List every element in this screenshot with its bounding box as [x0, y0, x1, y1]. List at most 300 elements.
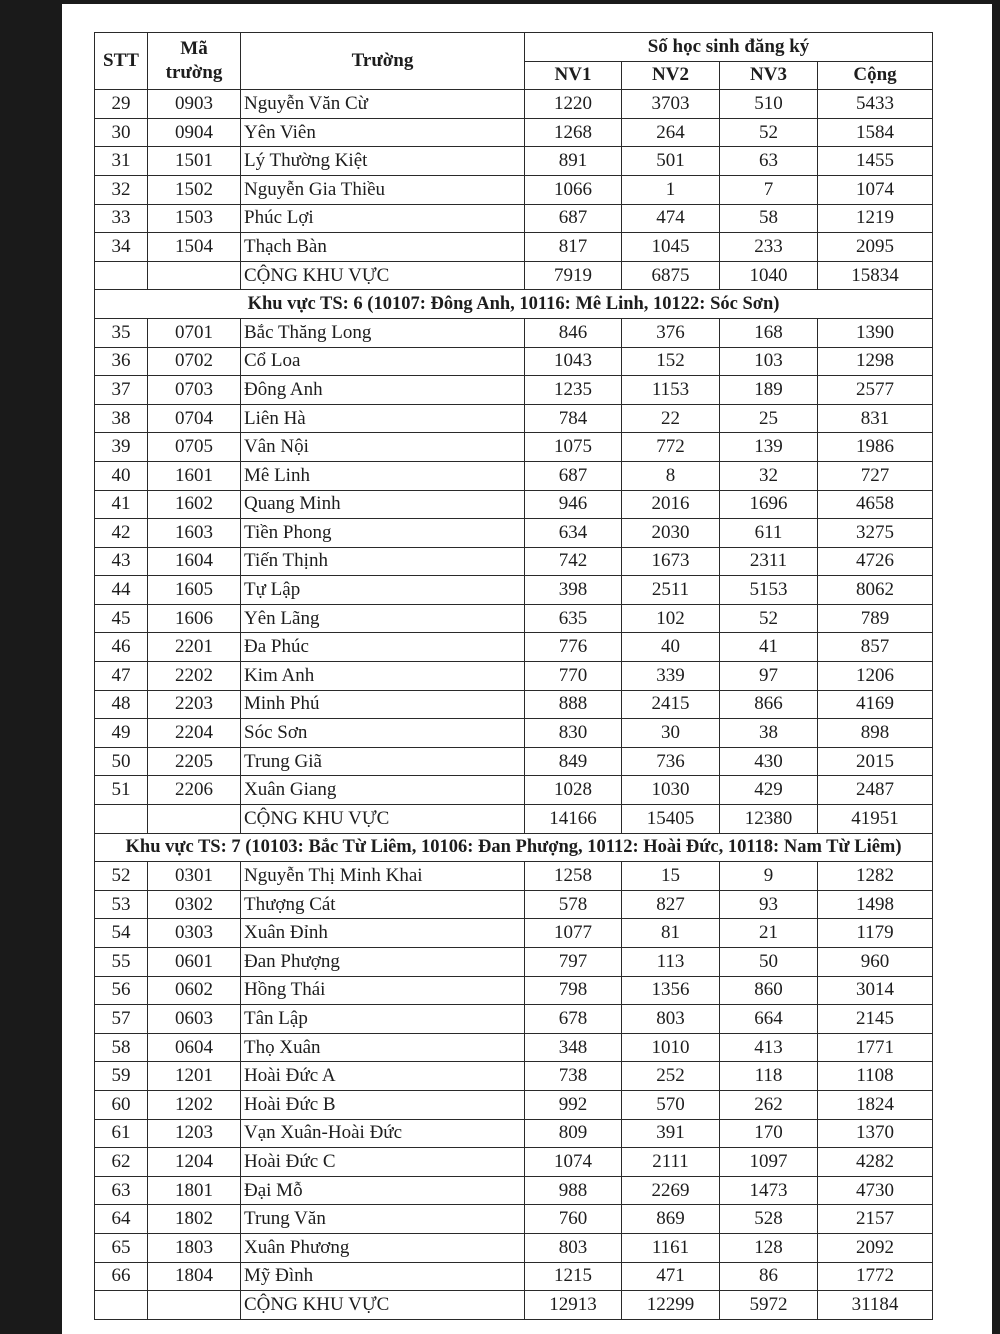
- cell-nv2: 474: [622, 204, 720, 233]
- cell-truong: Mê Linh: [241, 461, 525, 490]
- total-cell-truong: CỘNG KHU VỰC: [241, 1291, 525, 1320]
- cell-truong: Hoài Đức C: [241, 1148, 525, 1177]
- cell-truong: Tiền Phong: [241, 519, 525, 548]
- cell-ma-truong: 2203: [148, 690, 241, 719]
- cell-nv3: 168: [720, 318, 818, 347]
- cell-truong: Xuân Giang: [241, 776, 525, 805]
- cell-nv1: 992: [525, 1090, 622, 1119]
- cell-stt: 51: [95, 776, 148, 805]
- cell-nv1: 1074: [525, 1148, 622, 1177]
- cell-stt: 37: [95, 376, 148, 405]
- cell-ma-truong: 1604: [148, 547, 241, 576]
- cell-ma-truong: 2201: [148, 633, 241, 662]
- cell-cong: 1074: [818, 175, 933, 204]
- cell-cong: 5433: [818, 90, 933, 119]
- cell-cong: 727: [818, 461, 933, 490]
- table-row: [95, 404, 933, 433]
- total-cell-cong: 31184: [818, 1291, 933, 1320]
- cell-ma-truong: 1504: [148, 233, 241, 262]
- cell-stt: 52: [95, 862, 148, 891]
- total-row: [95, 805, 933, 834]
- table-row: [95, 1005, 933, 1034]
- cell-nv1: 770: [525, 662, 622, 691]
- cell-nv1: 1077: [525, 919, 622, 948]
- cell-ma-truong: 2202: [148, 662, 241, 691]
- table-row: [95, 576, 933, 605]
- table-row: [95, 547, 933, 576]
- table-row: [95, 1033, 933, 1062]
- cell-stt: 40: [95, 461, 148, 490]
- cell-nv3: 7: [720, 175, 818, 204]
- total-cell-ma-truong: [148, 261, 241, 290]
- cell-truong: Thạch Bàn: [241, 233, 525, 262]
- cell-cong: 1824: [818, 1090, 933, 1119]
- cell-nv3: 1473: [720, 1176, 818, 1205]
- cell-truong: Liên Hà: [241, 404, 525, 433]
- cell-stt: 43: [95, 547, 148, 576]
- total-cell-ma-truong: [148, 1291, 241, 1320]
- header-stt: STT: [95, 33, 148, 90]
- header-truong: Trường: [241, 33, 525, 90]
- header-nv1: NV1: [525, 61, 622, 90]
- cell-truong: Cổ Loa: [241, 347, 525, 376]
- cell-nv3: 866: [720, 690, 818, 719]
- cell-ma-truong: 1603: [148, 519, 241, 548]
- cell-nv3: 139: [720, 433, 818, 462]
- cell-ma-truong: 0302: [148, 890, 241, 919]
- table-row: [95, 1205, 933, 1234]
- cell-nv3: 103: [720, 347, 818, 376]
- cell-cong: 789: [818, 604, 933, 633]
- cell-nv2: 40: [622, 633, 720, 662]
- cell-nv1: 784: [525, 404, 622, 433]
- cell-cong: 1390: [818, 318, 933, 347]
- cell-nv2: 1161: [622, 1233, 720, 1262]
- cell-ma-truong: 1804: [148, 1262, 241, 1291]
- cell-stt: 32: [95, 175, 148, 204]
- cell-ma-truong: 1605: [148, 576, 241, 605]
- cell-cong: 831: [818, 404, 933, 433]
- table-row: [95, 1233, 933, 1262]
- cell-ma-truong: 0903: [148, 90, 241, 119]
- cell-cong: 4658: [818, 490, 933, 519]
- cell-nv3: 860: [720, 976, 818, 1005]
- cell-nv1: 1028: [525, 776, 622, 805]
- cell-cong: 2092: [818, 1233, 933, 1262]
- table-row: [95, 204, 933, 233]
- cell-nv3: 5153: [720, 576, 818, 605]
- cell-nv3: 86: [720, 1262, 818, 1291]
- table-row: [95, 604, 933, 633]
- cell-truong: Vân Nội: [241, 433, 525, 462]
- table-row: [95, 519, 933, 548]
- cell-truong: Yên Lãng: [241, 604, 525, 633]
- cell-truong: Vạn Xuân-Hoài Đức: [241, 1119, 525, 1148]
- cell-nv3: 128: [720, 1233, 818, 1262]
- cell-stt: 64: [95, 1205, 148, 1234]
- total-cell-nv1: 14166: [525, 805, 622, 834]
- table-row: [95, 147, 933, 176]
- cell-cong: 1455: [818, 147, 933, 176]
- cell-nv3: 32: [720, 461, 818, 490]
- table-row: [95, 776, 933, 805]
- cell-nv1: 803: [525, 1233, 622, 1262]
- cell-nv3: 63: [720, 147, 818, 176]
- section-heading-row: [95, 833, 933, 862]
- table-row: [95, 662, 933, 691]
- cell-nv2: 152: [622, 347, 720, 376]
- cell-ma-truong: 2205: [148, 747, 241, 776]
- cell-stt: 31: [95, 147, 148, 176]
- cell-ma-truong: 1201: [148, 1062, 241, 1091]
- cell-truong: Đại Mỗ: [241, 1176, 525, 1205]
- cell-nv3: 52: [720, 604, 818, 633]
- total-cell-nv1: 12913: [525, 1291, 622, 1320]
- cell-stt: 55: [95, 948, 148, 977]
- cell-truong: Phúc Lợi: [241, 204, 525, 233]
- cell-nv1: 687: [525, 461, 622, 490]
- cell-truong: Sóc Sơn: [241, 719, 525, 748]
- document-page: [62, 4, 992, 1334]
- cell-cong: 1108: [818, 1062, 933, 1091]
- cell-nv1: 1258: [525, 862, 622, 891]
- total-cell-stt: [95, 1291, 148, 1320]
- cell-nv2: 30: [622, 719, 720, 748]
- cell-nv2: 8: [622, 461, 720, 490]
- cell-nv1: 946: [525, 490, 622, 519]
- cell-nv2: 803: [622, 1005, 720, 1034]
- table-row: [95, 118, 933, 147]
- cell-cong: 857: [818, 633, 933, 662]
- registration-table: [94, 32, 933, 1320]
- cell-ma-truong: 0301: [148, 862, 241, 891]
- table-row: [95, 719, 933, 748]
- cell-nv1: 738: [525, 1062, 622, 1091]
- cell-nv2: 1030: [622, 776, 720, 805]
- cell-nv2: 22: [622, 404, 720, 433]
- cell-nv3: 1696: [720, 490, 818, 519]
- table-row: [95, 747, 933, 776]
- cell-truong: Mỹ Đình: [241, 1262, 525, 1291]
- cell-cong: 3014: [818, 976, 933, 1005]
- cell-nv1: 1075: [525, 433, 622, 462]
- cell-nv1: 1066: [525, 175, 622, 204]
- cell-ma-truong: 1203: [148, 1119, 241, 1148]
- cell-nv1: 678: [525, 1005, 622, 1034]
- table-row: [95, 1262, 933, 1291]
- cell-stt: 38: [95, 404, 148, 433]
- cell-nv1: 398: [525, 576, 622, 605]
- cell-ma-truong: 1606: [148, 604, 241, 633]
- header-so-hoc-sinh: Số học sinh đăng ký: [525, 33, 933, 62]
- cell-nv3: 429: [720, 776, 818, 805]
- table-row: [95, 90, 933, 119]
- cell-nv1: 1235: [525, 376, 622, 405]
- total-cell-nv3: 5972: [720, 1291, 818, 1320]
- cell-stt: 63: [95, 1176, 148, 1205]
- cell-nv1: 687: [525, 204, 622, 233]
- cell-nv2: 772: [622, 433, 720, 462]
- cell-truong: Trung Văn: [241, 1205, 525, 1234]
- cell-nv1: 1220: [525, 90, 622, 119]
- cell-nv3: 41: [720, 633, 818, 662]
- cell-nv1: 830: [525, 719, 622, 748]
- cell-cong: 898: [818, 719, 933, 748]
- table-row: [95, 1119, 933, 1148]
- table-row: [95, 376, 933, 405]
- table-row: [95, 233, 933, 262]
- cell-ma-truong: 1802: [148, 1205, 241, 1234]
- cell-ma-truong: 0603: [148, 1005, 241, 1034]
- cell-cong: 4726: [818, 547, 933, 576]
- cell-cong: 2577: [818, 376, 933, 405]
- cell-cong: 1206: [818, 662, 933, 691]
- table-row: [95, 490, 933, 519]
- table-row: [95, 690, 933, 719]
- cell-nv1: 578: [525, 890, 622, 919]
- cell-cong: 1370: [818, 1119, 933, 1148]
- cell-cong: 1986: [818, 433, 933, 462]
- cell-stt: 50: [95, 747, 148, 776]
- cell-nv3: 9: [720, 862, 818, 891]
- total-cell-nv1: 7919: [525, 261, 622, 290]
- table-row: [95, 318, 933, 347]
- cell-nv1: 888: [525, 690, 622, 719]
- cell-nv2: 264: [622, 118, 720, 147]
- cell-stt: 62: [95, 1148, 148, 1177]
- cell-truong: Trung Giã: [241, 747, 525, 776]
- table-row: [95, 633, 933, 662]
- cell-cong: 1219: [818, 204, 933, 233]
- cell-nv1: 776: [525, 633, 622, 662]
- cell-stt: 44: [95, 576, 148, 605]
- table-row: [95, 347, 933, 376]
- cell-stt: 34: [95, 233, 148, 262]
- cell-nv1: 797: [525, 948, 622, 977]
- cell-nv2: 3703: [622, 90, 720, 119]
- cell-nv2: 81: [622, 919, 720, 948]
- cell-stt: 60: [95, 1090, 148, 1119]
- cell-nv3: 262: [720, 1090, 818, 1119]
- cell-nv1: 760: [525, 1205, 622, 1234]
- cell-nv2: 102: [622, 604, 720, 633]
- cell-stt: 65: [95, 1233, 148, 1262]
- total-cell-nv3: 1040: [720, 261, 818, 290]
- cell-nv2: 570: [622, 1090, 720, 1119]
- table-header: [95, 33, 933, 90]
- cell-truong: Tự Lập: [241, 576, 525, 605]
- cell-ma-truong: 0601: [148, 948, 241, 977]
- table-row: [95, 862, 933, 891]
- total-cell-truong: CỘNG KHU VỰC: [241, 805, 525, 834]
- cell-ma-truong: 2206: [148, 776, 241, 805]
- cell-stt: 54: [95, 919, 148, 948]
- cell-stt: 45: [95, 604, 148, 633]
- cell-truong: Đông Anh: [241, 376, 525, 405]
- cell-stt: 57: [95, 1005, 148, 1034]
- cell-stt: 66: [95, 1262, 148, 1291]
- cell-nv3: 58: [720, 204, 818, 233]
- cell-truong: Tân Lập: [241, 1005, 525, 1034]
- cell-nv1: 1043: [525, 347, 622, 376]
- cell-cong: 2095: [818, 233, 933, 262]
- section-title: Khu vực TS: 7 (10103: Bắc Từ Liêm, 10106: Đan Phượng, 10112: Hoài Đức, 10118: Nam Từ Liêm): [95, 833, 933, 862]
- cell-nv2: 2511: [622, 576, 720, 605]
- cell-ma-truong: 0703: [148, 376, 241, 405]
- cell-nv3: 170: [720, 1119, 818, 1148]
- cell-stt: 41: [95, 490, 148, 519]
- table-row: [95, 1148, 933, 1177]
- cell-ma-truong: 1601: [148, 461, 241, 490]
- cell-nv3: 611: [720, 519, 818, 548]
- cell-ma-truong: 2204: [148, 719, 241, 748]
- cell-stt: 29: [95, 90, 148, 119]
- cell-truong: Bắc Thăng Long: [241, 318, 525, 347]
- cell-cong: 4730: [818, 1176, 933, 1205]
- cell-truong: Hồng Thái: [241, 976, 525, 1005]
- table-row: [95, 175, 933, 204]
- cell-truong: Tiến Thịnh: [241, 547, 525, 576]
- cell-nv3: 93: [720, 890, 818, 919]
- section-title: Khu vực TS: 6 (10107: Đông Anh, 10116: Mê Linh, 10122: Sóc Sơn): [95, 290, 933, 319]
- cell-truong: Quang Minh: [241, 490, 525, 519]
- cell-truong: Đa Phúc: [241, 633, 525, 662]
- cell-truong: Thọ Xuân: [241, 1033, 525, 1062]
- cell-nv2: 1673: [622, 547, 720, 576]
- header-nv3: NV3: [720, 61, 818, 90]
- cell-cong: 1772: [818, 1262, 933, 1291]
- cell-stt: 58: [95, 1033, 148, 1062]
- cell-ma-truong: 0604: [148, 1033, 241, 1062]
- table-row: [95, 433, 933, 462]
- cell-nv3: 528: [720, 1205, 818, 1234]
- cell-nv2: 869: [622, 1205, 720, 1234]
- total-cell-truong: CỘNG KHU VỰC: [241, 261, 525, 290]
- cell-nv2: 1153: [622, 376, 720, 405]
- header-nv2: NV2: [622, 61, 720, 90]
- cell-truong: Nguyễn Thị Minh Khai: [241, 862, 525, 891]
- cell-ma-truong: 1803: [148, 1233, 241, 1262]
- cell-cong: 2015: [818, 747, 933, 776]
- cell-nv3: 2311: [720, 547, 818, 576]
- cell-nv2: 252: [622, 1062, 720, 1091]
- cell-nv3: 430: [720, 747, 818, 776]
- cell-ma-truong: 1502: [148, 175, 241, 204]
- cell-cong: 2145: [818, 1005, 933, 1034]
- cell-truong: Minh Phú: [241, 690, 525, 719]
- cell-ma-truong: 1801: [148, 1176, 241, 1205]
- total-cell-nv2: 6875: [622, 261, 720, 290]
- cell-nv1: 1268: [525, 118, 622, 147]
- cell-cong: 1498: [818, 890, 933, 919]
- cell-truong: Yên Viên: [241, 118, 525, 147]
- cell-nv2: 1010: [622, 1033, 720, 1062]
- cell-cong: 960: [818, 948, 933, 977]
- cell-nv1: 891: [525, 147, 622, 176]
- cell-truong: Đan Phượng: [241, 948, 525, 977]
- cell-ma-truong: 0704: [148, 404, 241, 433]
- cell-nv2: 1045: [622, 233, 720, 262]
- total-cell-ma-truong: [148, 805, 241, 834]
- cell-cong: 1584: [818, 118, 933, 147]
- cell-nv1: 846: [525, 318, 622, 347]
- cell-ma-truong: 1602: [148, 490, 241, 519]
- cell-cong: 3275: [818, 519, 933, 548]
- cell-nv1: 1215: [525, 1262, 622, 1291]
- cell-truong: Nguyễn Văn Cừ: [241, 90, 525, 119]
- cell-nv2: 113: [622, 948, 720, 977]
- cell-ma-truong: 0904: [148, 118, 241, 147]
- total-cell-nv3: 12380: [720, 805, 818, 834]
- cell-nv2: 391: [622, 1119, 720, 1148]
- cell-truong: Xuân Đỉnh: [241, 919, 525, 948]
- cell-truong: Nguyễn Gia Thiều: [241, 175, 525, 204]
- table-row: [95, 1176, 933, 1205]
- cell-truong: Kim Anh: [241, 662, 525, 691]
- cell-ma-truong: 1503: [148, 204, 241, 233]
- cell-truong: Hoài Đức A: [241, 1062, 525, 1091]
- cell-nv3: 1097: [720, 1148, 818, 1177]
- cell-stt: 47: [95, 662, 148, 691]
- cell-nv2: 376: [622, 318, 720, 347]
- header-ma-truong: Mã trường: [148, 33, 241, 90]
- cell-nv2: 15: [622, 862, 720, 891]
- cell-stt: 39: [95, 433, 148, 462]
- cell-stt: 30: [95, 118, 148, 147]
- table-row: [95, 919, 933, 948]
- cell-nv1: 988: [525, 1176, 622, 1205]
- cell-stt: 42: [95, 519, 148, 548]
- cell-nv2: 471: [622, 1262, 720, 1291]
- cell-nv3: 233: [720, 233, 818, 262]
- cell-nv1: 798: [525, 976, 622, 1005]
- cell-stt: 36: [95, 347, 148, 376]
- cell-cong: 1771: [818, 1033, 933, 1062]
- cell-cong: 2157: [818, 1205, 933, 1234]
- cell-stt: 56: [95, 976, 148, 1005]
- header-cong: Cộng: [818, 61, 933, 90]
- cell-ma-truong: 0705: [148, 433, 241, 462]
- cell-ma-truong: 0602: [148, 976, 241, 1005]
- cell-nv3: 189: [720, 376, 818, 405]
- cell-nv1: 348: [525, 1033, 622, 1062]
- cell-nv2: 1: [622, 175, 720, 204]
- cell-truong: Lý Thường Kiệt: [241, 147, 525, 176]
- cell-stt: 59: [95, 1062, 148, 1091]
- cell-stt: 49: [95, 719, 148, 748]
- total-cell-stt: [95, 805, 148, 834]
- cell-cong: 1282: [818, 862, 933, 891]
- table-row: [95, 461, 933, 490]
- table-row: [95, 976, 933, 1005]
- cell-nv2: 339: [622, 662, 720, 691]
- cell-nv1: 849: [525, 747, 622, 776]
- section-heading-row: [95, 290, 933, 319]
- cell-cong: 8062: [818, 576, 933, 605]
- cell-stt: 48: [95, 690, 148, 719]
- total-cell-nv2: 15405: [622, 805, 720, 834]
- cell-nv3: 52: [720, 118, 818, 147]
- cell-ma-truong: 1204: [148, 1148, 241, 1177]
- cell-ma-truong: 1202: [148, 1090, 241, 1119]
- cell-nv3: 413: [720, 1033, 818, 1062]
- cell-truong: Hoài Đức B: [241, 1090, 525, 1119]
- table-body: [95, 90, 933, 1320]
- table-row: [95, 1090, 933, 1119]
- cell-nv1: 817: [525, 233, 622, 262]
- cell-cong: 2487: [818, 776, 933, 805]
- cell-nv2: 2030: [622, 519, 720, 548]
